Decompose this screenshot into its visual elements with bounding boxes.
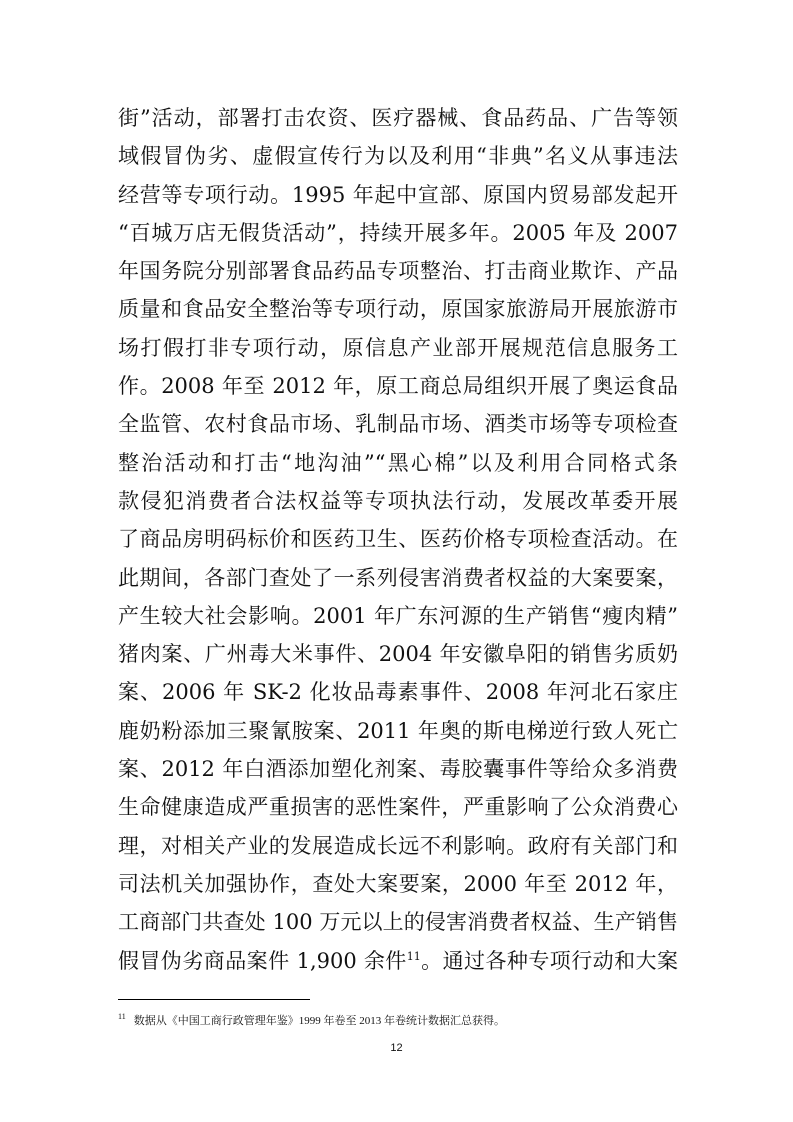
body-line: 鹿奶粉添加三聚氰胺案、2011 年奥的斯电梯逆行致人死亡 xyxy=(118,718,678,743)
body-line: 作。2008 年至 2012 年，原工商总局组织开展了奥运食品 xyxy=(118,374,678,399)
body-line: 生命健康造成严重损害的恶性案件，严重影响了公众消费心 xyxy=(118,795,678,820)
body-line: “百城万店无假货活动”，持续开展多年。2005 年及 2007 xyxy=(118,220,678,245)
footnote-reference[interactable]: 11 xyxy=(406,949,421,963)
footnote xyxy=(118,1012,678,1030)
body-line: 年国务院分别部署食品药品专项整治、打击商业欺诈、产品 xyxy=(118,259,678,284)
body-line: 了商品房明码标价和医药卫生、医药价格专项检查活动。在 xyxy=(118,527,678,552)
body-line: 质量和食品安全整治等专项行动，原国家旅游局开展旅游市 xyxy=(118,297,678,322)
body-line: 工商部门共查处 100 万元以上的侵害消费者权益、生产销售 xyxy=(118,910,678,935)
footnote-separator xyxy=(118,999,310,1000)
body-line: 猪肉案、广州毒大米事件、2004 年安徽阜阳的销售劣质奶 xyxy=(118,642,678,667)
body-text xyxy=(118,99,678,980)
body-line: 款侵犯消费者合法权益等专项执法行动，发展改革委开展 xyxy=(118,488,678,513)
final-line-before: 假冒伪劣商品案件 1,900 余件 xyxy=(118,948,407,973)
body-line: 全监管、农村食品市场、乳制品市场、酒类市场等专项检查 xyxy=(118,412,678,437)
final-line-after: 。通过各种专项行动和大案 xyxy=(420,948,678,973)
body-lines xyxy=(118,99,678,942)
body-line-final xyxy=(118,942,678,980)
body-line: 整治活动和打击“地沟油”“黑心棉”以及利用合同格式条 xyxy=(118,450,678,475)
footnote-number: 11 xyxy=(118,1012,126,1022)
body-line: 理，对相关产业的发展造成长远不利影响。政府有关部门和 xyxy=(118,833,678,858)
body-line: 场打假打非专项行动，原信息产业部开展规范信息服务工 xyxy=(118,335,678,360)
body-line: 案、2006 年 SK-2 化妆品毒素事件、2008 年河北石家庄 xyxy=(118,680,678,705)
footnote-text: 数据从《中国工商行政管理年鉴》1999 年卷至 2013 年卷统计数据汇总获得。 xyxy=(133,1015,505,1027)
body-line: 产生较大社会影响。2001 年广东河源的生产销售“瘦肉精” xyxy=(118,603,678,628)
body-line: 经营等专项行动。1995 年起中宣部、原国内贸易部发起开 xyxy=(118,182,678,207)
body-line: 域假冒伪劣、虚假宣传行为以及利用“非典”名义从事违法 xyxy=(118,144,678,169)
body-line: 此期间，各部门查处了一系列侵害消费者权益的大案要案， xyxy=(118,565,678,590)
body-line: 司法机关加强协作，查处大案要案，2000 年至 2012 年， xyxy=(118,871,678,896)
page-number: 12 xyxy=(390,1042,403,1054)
body-line: 街”活动，部署打击农资、医疗器械、食品药品、广告等领 xyxy=(118,106,678,130)
body-line: 案、2012 年白酒添加塑化剂案、毒胶囊事件等给众多消费 xyxy=(118,757,678,782)
